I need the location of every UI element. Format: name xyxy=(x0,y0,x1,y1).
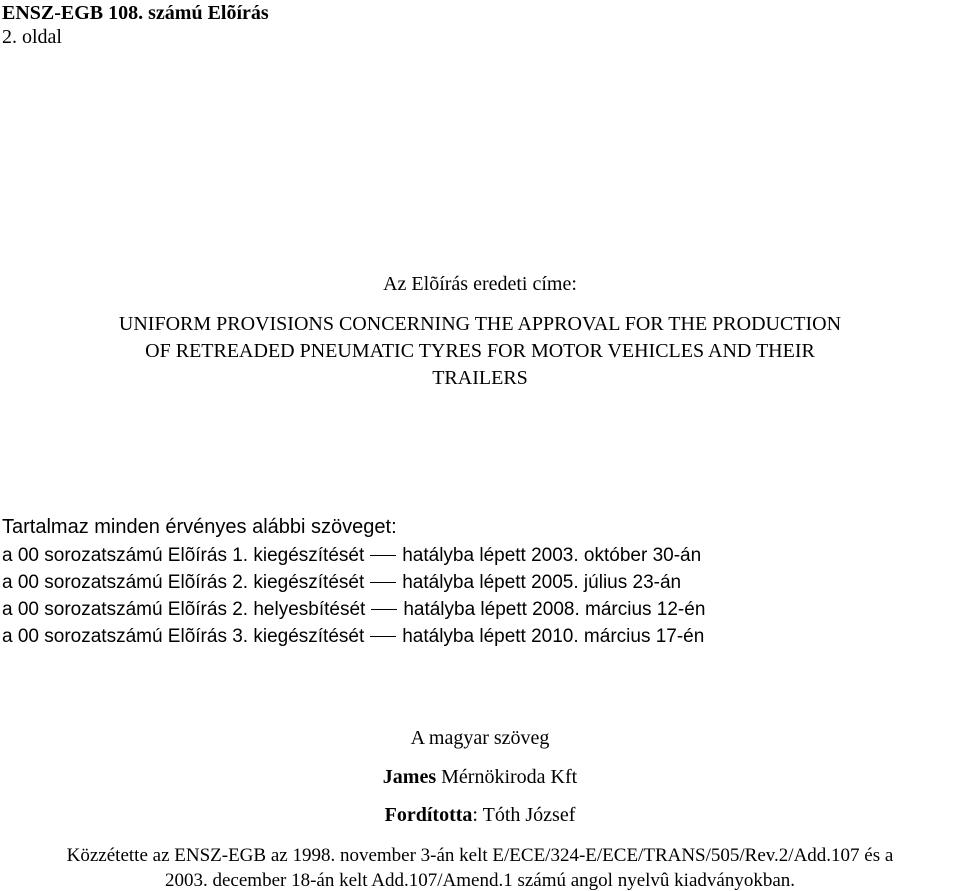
translator-name: : Tóth József xyxy=(472,804,576,826)
amendment-text: a 00 sorozatszámú Elõírás 1. kiegészítését xyxy=(2,545,365,566)
contents-intro: Tartalmaz minden érvényes alábbi szöveget: xyxy=(2,516,397,538)
amendment-text: a 00 sorozatszámú Elõírás 3. kiegészítését xyxy=(2,626,365,647)
dash-separator xyxy=(371,609,397,610)
document-title: ENSZ-EGB 108. számú Elõírás xyxy=(2,2,269,24)
publication-line-2: 2003. december 18-án kelt Add.107/Amend.1 számú angol nyelvû kiadványokban. xyxy=(164,870,795,891)
original-title-caption: Az Elõírás eredeti címe: xyxy=(383,273,577,295)
original-title-line-2: OF RETREADED PNEUMATIC TYRES FOR MOTOR VEHICLES AND THEIR xyxy=(145,340,815,362)
hungarian-text-label: A magyar szöveg xyxy=(410,727,550,749)
publication-line-1: Közzétette az ENSZ-EGB az 1998. november 3-án kelt E/ECE/324-E/ECE/TRANS/505/Rev.2/Add.107 és a xyxy=(66,845,894,866)
original-title-line-3: TRAILERS xyxy=(432,367,528,389)
amendment-date: hatályba lépett 2003. október 30-án xyxy=(402,545,702,566)
amendment-text: a 00 sorozatszámú Elõírás 2. helyesbítését xyxy=(2,599,366,620)
dash-separator xyxy=(370,555,396,556)
amendment-item xyxy=(2,600,705,619)
amendment-text: a 00 sorozatszámú Elõírás 2. kiegészítését xyxy=(2,572,365,593)
office-name-rest: Mérnökiroda Kft xyxy=(436,766,578,788)
office-name-bold: James xyxy=(382,766,437,788)
translated-by-label: Fordította xyxy=(384,804,473,826)
amendment-date: hatályba lépett 2008. március 12-én xyxy=(403,599,706,620)
dash-separator xyxy=(370,636,396,637)
amendment-date: hatályba lépett 2005. július 23-án xyxy=(402,572,682,593)
amendment-item xyxy=(2,627,704,646)
amendment-item xyxy=(2,546,701,565)
translation-office xyxy=(0,767,960,787)
dash-separator xyxy=(370,582,396,583)
page-number: 2. oldal xyxy=(2,26,62,48)
original-title-line-1: UNIFORM PROVISIONS CONCERNING THE APPROVAL FOR THE PRODUCTION xyxy=(118,313,842,335)
amendment-date: hatályba lépett 2010. március 17-én xyxy=(402,626,705,647)
amendment-item xyxy=(2,573,681,592)
translator-credit xyxy=(0,805,960,825)
